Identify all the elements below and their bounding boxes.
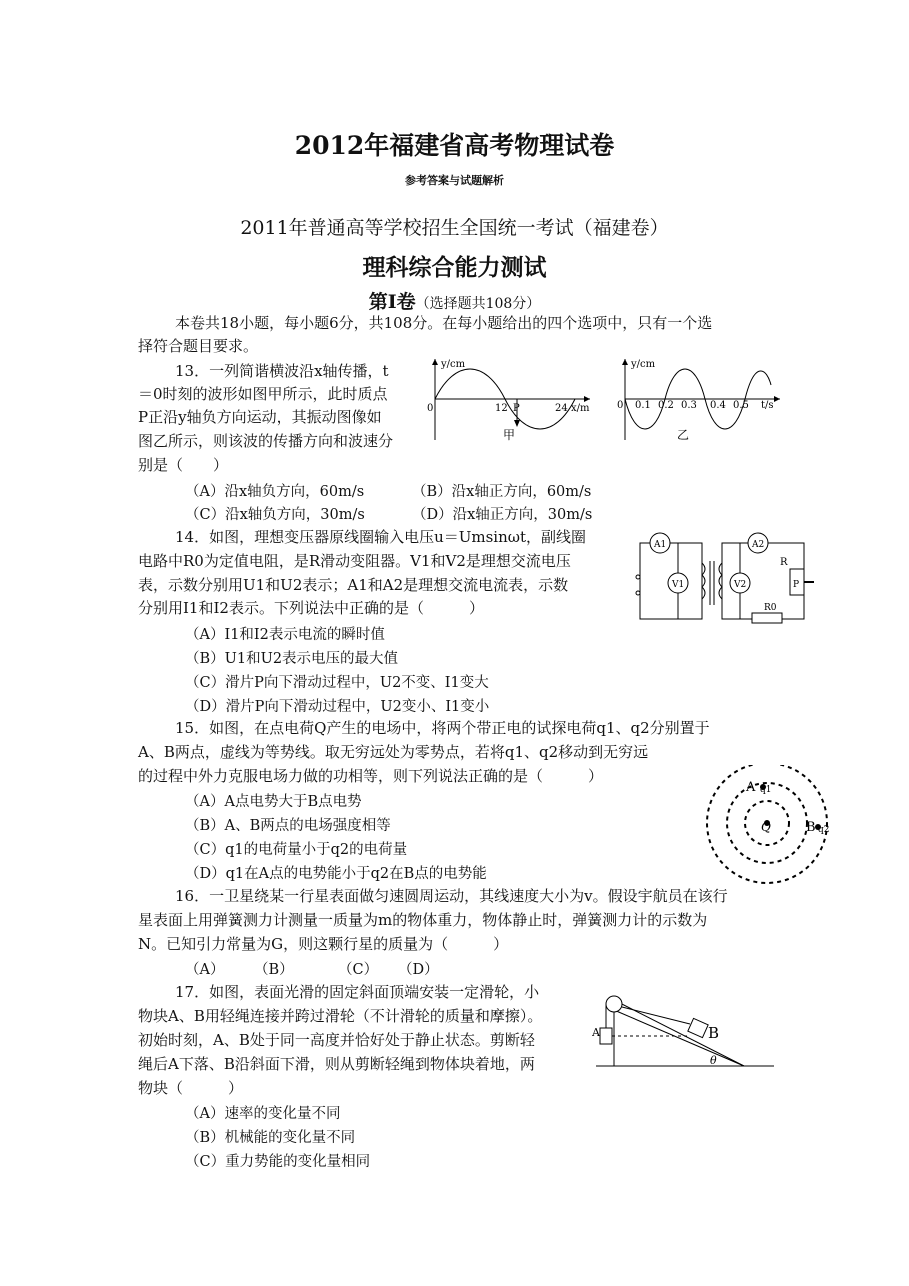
q14-line: 电路中R0为定值电阻，是R滑动变阻器。V1和V2是理想交流电压 [138, 552, 571, 570]
q16-line: N。已知引力常量为G，则这颗行星的质量为（ ） [138, 935, 509, 953]
q13-option-c: （C）沿x轴负方向，30m/s [185, 507, 365, 523]
q13-option-a: （A）沿x轴负方向，60m/s [185, 484, 365, 500]
document-subtitle: 参考答案与试题解析 [405, 174, 504, 187]
q16-option-b: （B） [254, 962, 294, 978]
fig-b-origin: 0 [617, 400, 624, 411]
q14-option-a: （A）I1和I2表示电流的瞬时值 [185, 627, 385, 643]
fig-b-caption: 乙 [677, 428, 690, 442]
q15-line: A、B两点，虚线为等势线。取无穷远处为零势点，若将q1、q2移动到无穷远 [138, 743, 649, 761]
fig-a-caption: 甲 [503, 428, 516, 442]
fig-a-point-label: P [513, 403, 520, 414]
q14-line: 表，示数分别用U1和U2表示；A1和A2是理想交流电流表，示数 [138, 576, 569, 594]
q17-line: 绳后A下落、B沿斜面下滑，则从剪断轻绳到物体块着地，两 [138, 1055, 535, 1073]
fig-b-tick: 0.4 [710, 400, 726, 411]
slider-p-label: P [793, 580, 800, 590]
incline-pulley-figure [592, 988, 778, 1072]
q15-option-b: （B）A、B两点的电场强度相等 [185, 818, 391, 834]
voltmeter-v1-label: V1 [672, 580, 685, 590]
q13-line: 别是（ ） [138, 456, 229, 474]
q16-option-c: （C） [338, 962, 379, 978]
point-b-label: B [806, 820, 816, 835]
vibration-graph-figure [615, 355, 785, 447]
transformer-circuit-figure [630, 525, 820, 627]
section-note: （选择题共108分） [415, 296, 541, 312]
block-a-label: A [592, 1026, 600, 1039]
q17-option-a: （A）速率的变化量不同 [185, 1106, 341, 1122]
q13-line: ＝0时刻的波形如图甲所示，此时质点 [138, 385, 388, 403]
q14-line: 14．如图，理想变压器原线圈输入电压u＝Umsinωt，副线圈 [175, 528, 587, 546]
q14-option-b: （B）U1和U2表示电压的最大值 [185, 651, 399, 667]
resistor-r-label: R [780, 557, 788, 568]
q14-option-d: （D）滑片P向下滑动过程中，U2变小、I1变小 [185, 699, 490, 715]
fig-b-xlabel: t/s [761, 400, 774, 411]
q15-option-c: （C）q1的电荷量小于q2的电荷量 [185, 842, 408, 858]
fig-a-origin: 0 [427, 403, 434, 414]
q13-line: 图乙所示，则该波的传播方向和波速分 [138, 432, 394, 450]
angle-theta-label: θ [710, 1054, 717, 1067]
wave-graph-figure [425, 355, 595, 447]
q14-option-c: （C）滑片P向下滑动过程中，U2不变、I1变大 [185, 675, 489, 691]
fig-b-tick: 0.2 [658, 400, 674, 411]
ammeter-a2-label: A2 [752, 540, 765, 550]
q17-option-b: （B）机械能的变化量不同 [185, 1130, 356, 1146]
q16-option-a: （A） [185, 962, 225, 978]
exam-name: 2011年普通高等学校招生全国统一考试（福建卷） [240, 217, 669, 239]
fig-b-ylabel: y/cm [631, 359, 656, 370]
section-heading [0, 287, 909, 314]
q17-line: 初始时刻，A、B处于同一高度并恰好处于静止状态。剪断轻 [138, 1031, 535, 1049]
paper-name: 理科综合能力测试 [362, 254, 547, 281]
fig-b-tick: 0.3 [681, 400, 697, 411]
fig-a-tick-24: 24 [555, 403, 568, 414]
q13-option-b: （B）沿x轴正方向，60m/s [412, 484, 592, 500]
intro-line: 本卷共18小题，每小题6分，共108分。在每小题给出的四个选项中，只有一个选 [175, 314, 713, 332]
charge-q2-label: q2 [818, 825, 830, 835]
q13-line: P正沿y轴负方向运动，其振动图像如 [138, 408, 382, 426]
q17-option-c: （C）重力势能的变化量相同 [185, 1154, 371, 1170]
block-b-label: B [708, 1024, 720, 1042]
charge-q1-label: q1 [760, 785, 772, 795]
q17-line: 物块（ ） [138, 1079, 244, 1097]
fig-b-tick: 0.1 [635, 400, 651, 411]
resistor-r0-label: R0 [764, 603, 777, 613]
q15-option-a: （A）A点电势大于B点电势 [185, 794, 362, 810]
q15-option-d: （D）q1在A点的电势能小于q2在B点的电势能 [185, 866, 487, 882]
q16-line: 星表面上用弹簧测力计测量一质量为m的物体重力，物体静止时，弹簧测力计的示数为 [138, 911, 708, 929]
equipotential-lines-figure [700, 765, 840, 895]
fig-b-tick: 0.5 [733, 400, 749, 411]
q13-line: 13．一列简谐横波沿x轴传播，t [175, 362, 389, 380]
fig-a-xlabel: x/m [571, 403, 590, 414]
q16-option-d: （D） [398, 962, 439, 978]
charge-q-label: Q [761, 820, 771, 834]
intro-line: 择符合题目要求。 [138, 337, 259, 355]
point-a-label: A [746, 780, 756, 795]
q16-line: 16．一卫星绕某一行星表面做匀速圆周运动，其线速度大小为v。假设宇航员在该行 [175, 887, 728, 905]
q14-line: 分别用I1和I2表示。下列说法中正确的是（ ） [138, 599, 484, 617]
section-name: 第I卷 [368, 291, 416, 313]
ammeter-a1-label: A1 [654, 540, 667, 550]
q15-line: 的过程中外力克服电场力做的功相等，则下列说法正确的是（ ） [138, 767, 604, 785]
q17-line: 17．如图，表面光滑的固定斜面顶端安装一定滑轮，小 [175, 983, 540, 1001]
document-title: 2012年福建省高考物理试卷 [294, 131, 615, 160]
q13-option-d: （D）沿x轴正方向，30m/s [412, 507, 593, 523]
voltmeter-v2-label: V2 [734, 580, 747, 590]
fig-a-tick-12: 12 [495, 403, 508, 414]
fig-a-ylabel: y/cm [441, 359, 466, 370]
q15-line: 15．如图，在点电荷Q产生的电场中，将两个带正电的试探电荷q1、q2分别置于 [175, 719, 710, 737]
q17-line: 物块A、B用轻绳连接并跨过滑轮（不计滑轮的质量和摩擦）。 [138, 1007, 543, 1025]
